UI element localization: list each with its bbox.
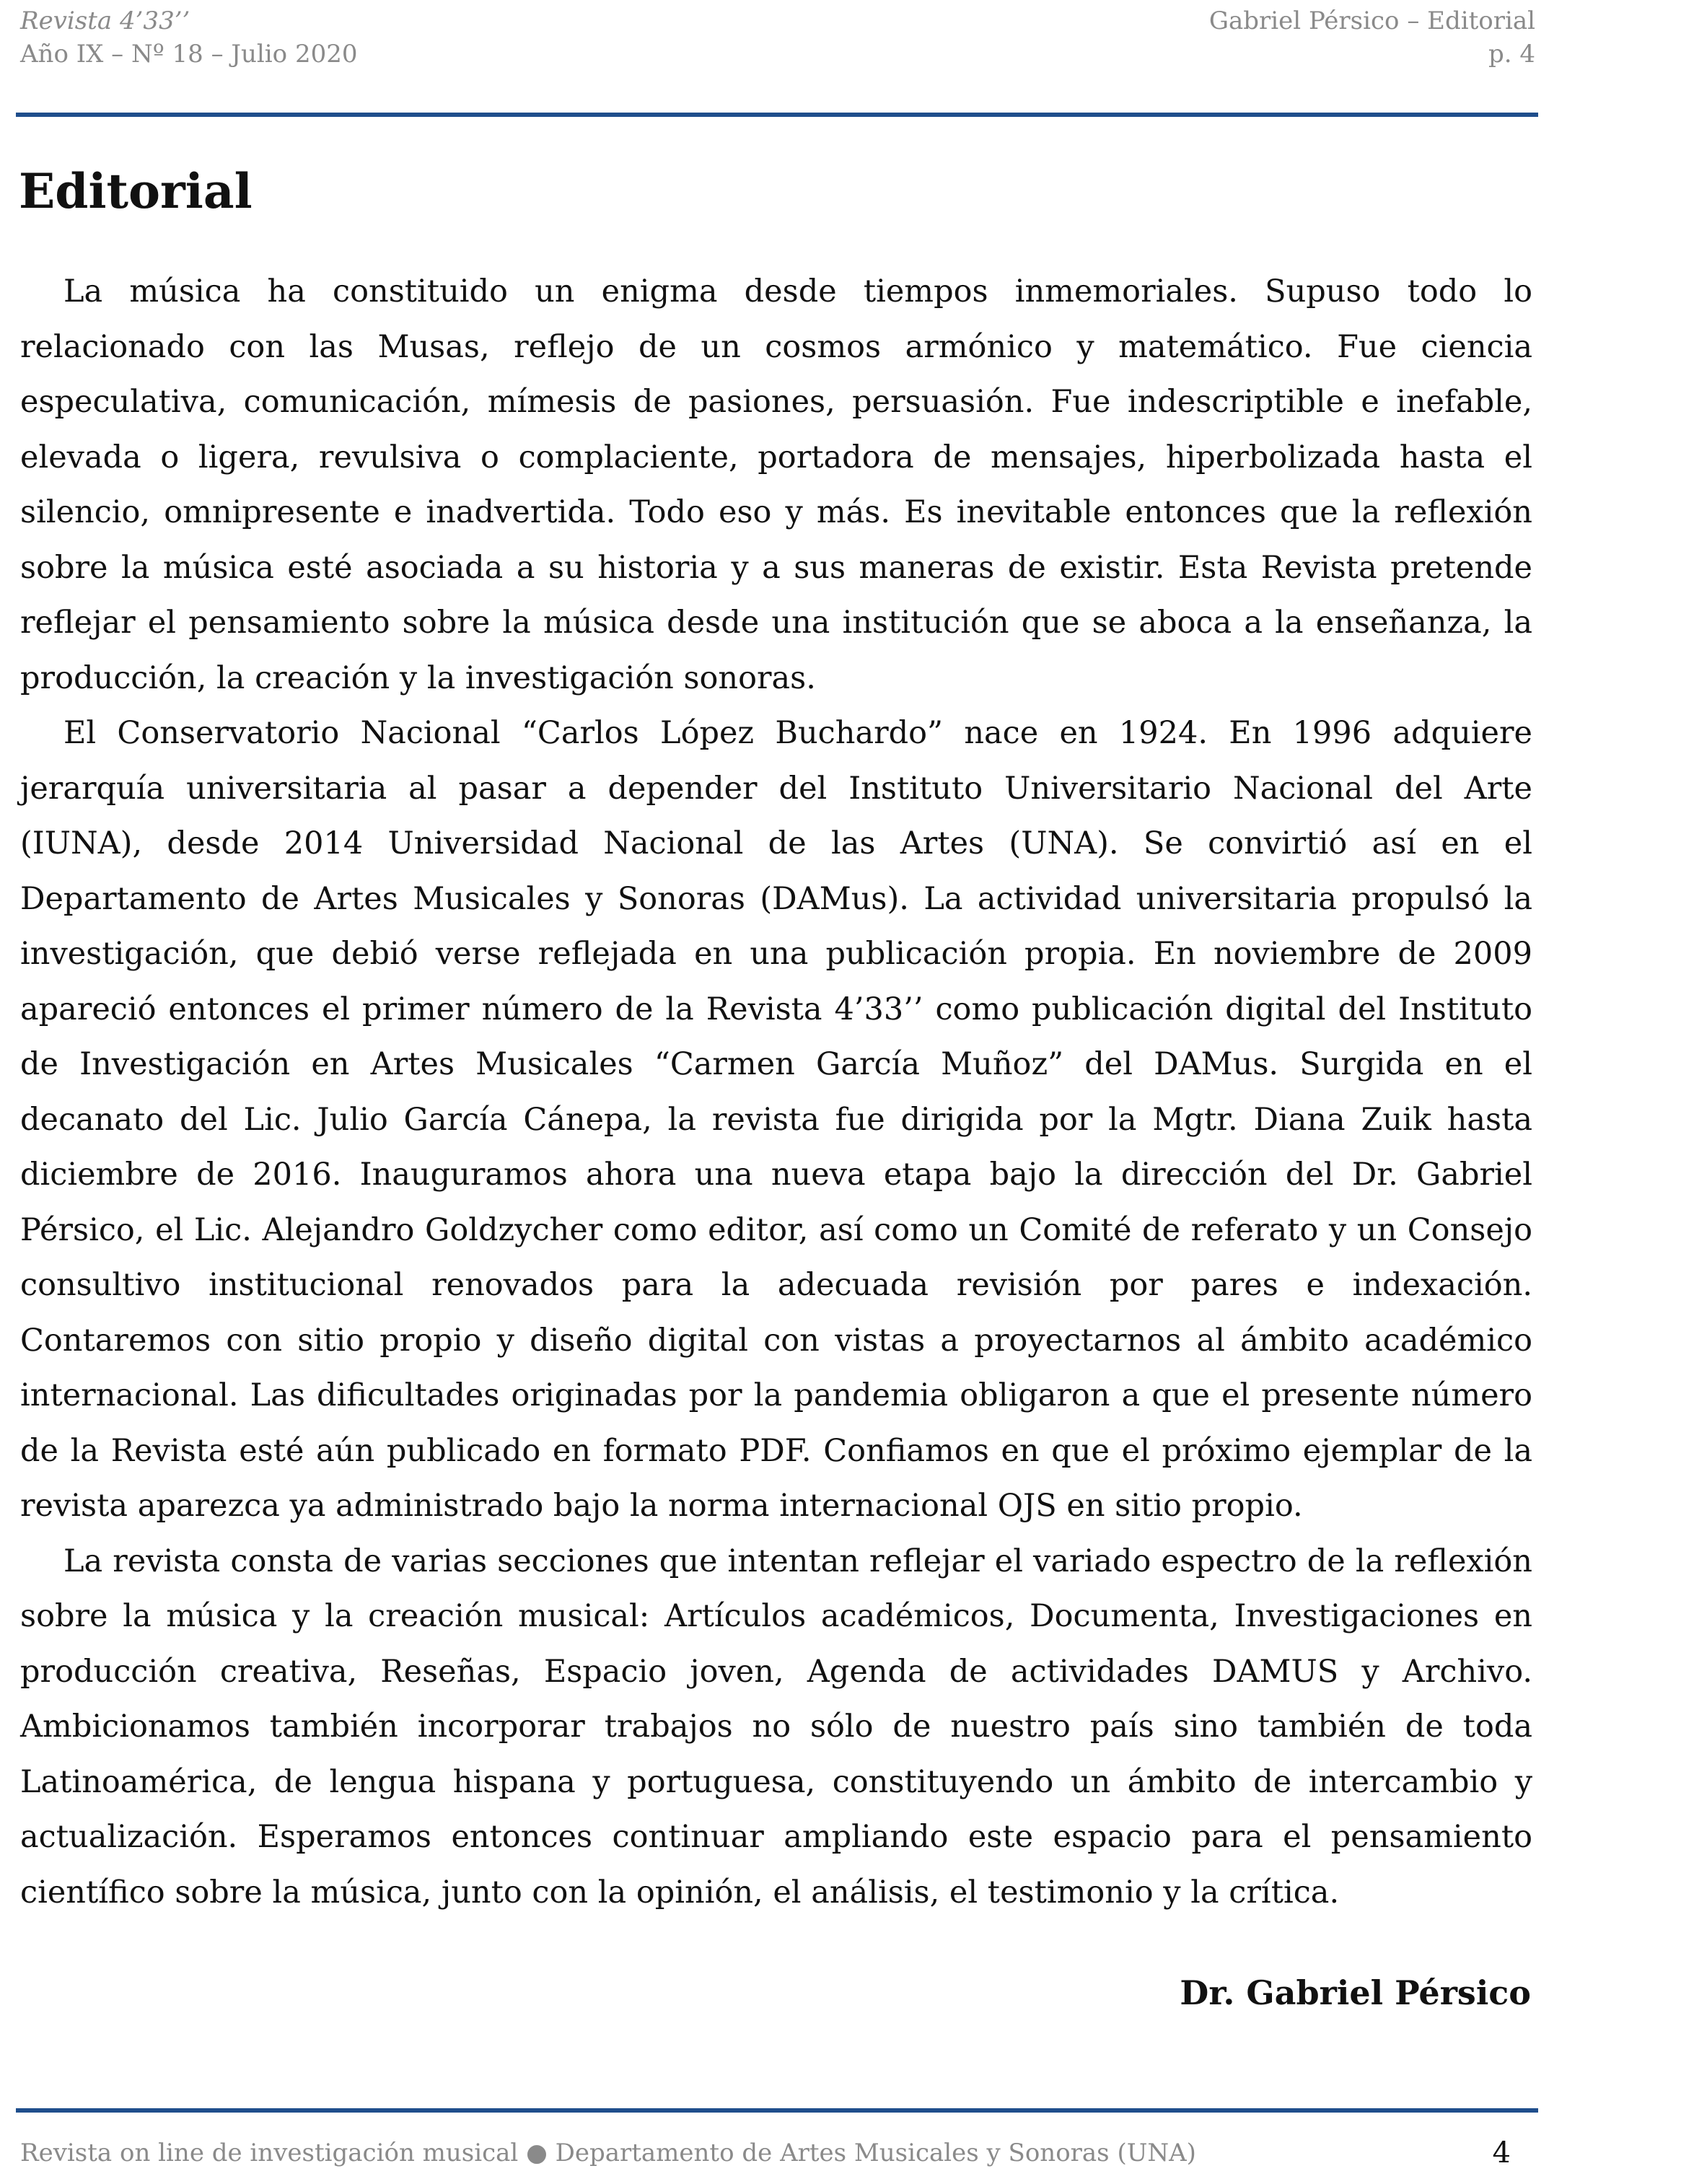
paragraph: El Conservatorio Nacional “Carlos López Buchardo” nace en 1924. En 1996 adquiere jerarquía universitaria al pasar a depender del Instituto Universitario Nacional del Arte (IUNA), desde 2014 Universidad Nacional de las Artes (UNA). Se convirtió así en el Departamento de Artes Musicales y Sonoras (DAMus). La actividad universitaria propulsó la investigación, que debió verse reflejada en una publicación propia. En noviembre de 2009 apareció entonces el primer número de la Revista 4’33’’ como publicación digital del Instituto de Investigación en Artes Musicales “Carmen García Muñoz” del DAMus. Surgida en el decanato del Lic. Julio García Cánepa, la revista fue dirigida por la Mgtr. Diana Zuik hasta diciembre de 2016. Inauguramos ahora una nueva etapa bajo la dirección del Dr. Gabriel Pérsico, el Lic. Alejandro Goldzycher como editor, así como un Comité de referato y un Consejo consultivo institucional renovados para la adecuada revisión por pares e indexación. Contaremos con sitio propio y diseño digital con vistas a proyectarnos al ámbito académico internacional. Las dificultades originadas por la pandemia obligaron a que el presente número de la Revista esté aún publicado en formato PDF. Confiamos en que el próximo ejemplar de la revista aparezca ya administrado bajo la norma internacional OJS en sitio propio.: [20, 715, 1532, 1524]
header-left: [20, 4, 357, 71]
paragraph: La revista consta de varias secciones que intentan reflejar el variado espectro de la reflexión sobre la música y la creación musical: Artículos académicos, Documenta, Investigaciones en producción creativa, Reseñas, Espacio joven, Agenda de actividades DAMUS y Archivo. Ambicionamos también incorporar trabajos no sólo de nuestro país sino también de toda Latinoamérica, de lengua hispana y portuguesa, constituyendo un ámbito de intercambio y actualización. Esperamos entonces continuar ampliando este espacio para el pensamiento científico sobre la música, junto con la opinión, el análisis, el testimonio y la crítica.: [20, 1543, 1532, 1911]
article-body: [20, 264, 1532, 1920]
footer-divider: [16, 2108, 1538, 2113]
running-header: [20, 4, 1535, 91]
page-title: Editorial: [19, 163, 253, 219]
footer-page-number: 4: [1492, 2136, 1511, 2170]
journal-name: Revista 4’33’’: [20, 6, 190, 35]
footer-text: Revista on line de investigación musical ● Departamento de Artes Musicales y Sonoras (UNA): [20, 2139, 1196, 2167]
header-divider: [16, 113, 1538, 117]
header-page-label: p. 4: [1488, 40, 1535, 69]
author-signature: Dr. Gabriel Pérsico: [1180, 1973, 1531, 2012]
author-section: Gabriel Pérsico – Editorial: [1208, 6, 1535, 35]
header-right: [1209, 4, 1535, 71]
paragraph: La música ha constituido un enigma desde tiempos inmemoriales. Supuso todo lo relacionado con las Musas, reflejo de un cosmos armónico y matemático. Fue ciencia especulativa, comunicación, mímesis de pasiones, persuasión. Fue indescriptible e inefable, elevada o ligera, revulsiva o complaciente, portadora de mensajes, hiperbolizada hasta el silencio, omnipresente e inadvertida. Todo eso y más. Es inevitable entonces que la reflexión sobre la música esté asociada a su historia y a sus maneras de existir. Esta Revista pretende reflejar el pensamiento sobre la música desde una institución que se aboca a la enseñanza, la producción, la creación y la investigación sonoras.: [20, 273, 1532, 696]
issue-info: Año IX – Nº 18 – Julio 2020: [20, 40, 358, 69]
running-footer: [20, 2133, 1511, 2176]
